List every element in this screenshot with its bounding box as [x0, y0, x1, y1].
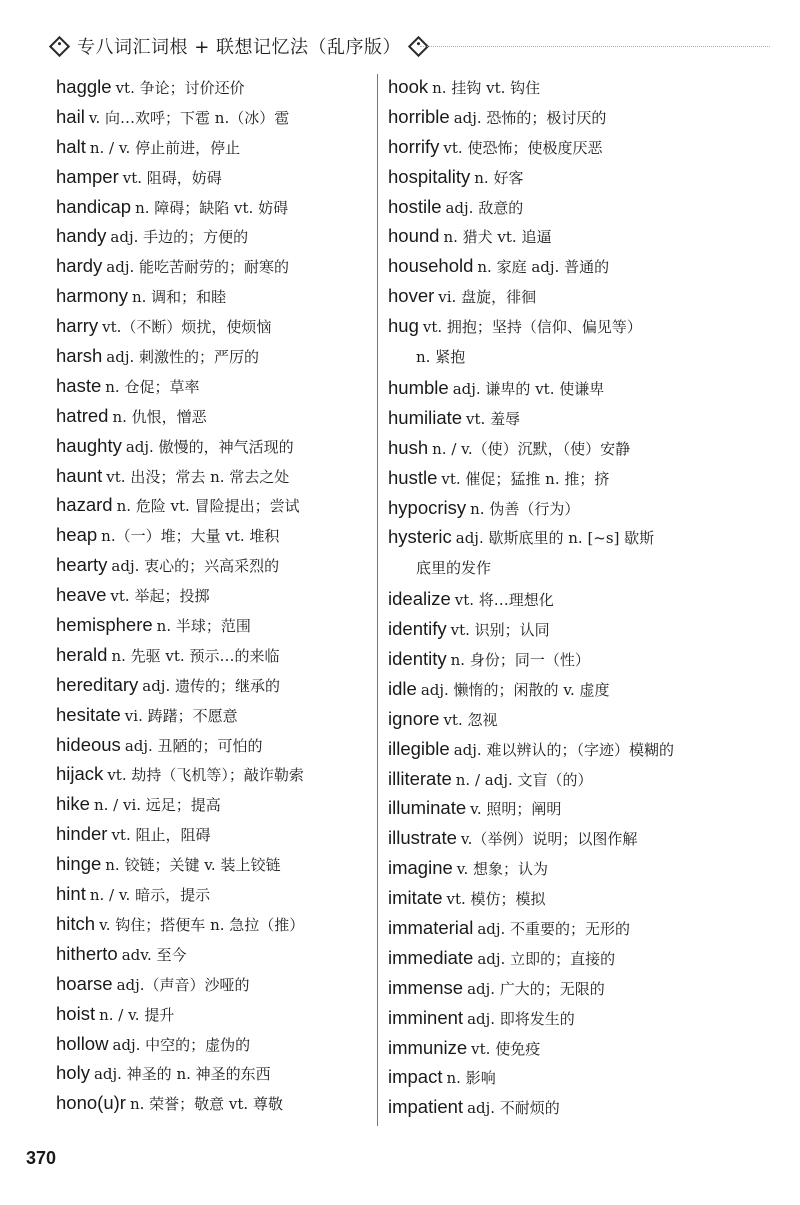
- entry-word: humble: [388, 376, 449, 398]
- vocab-entry: [388, 823, 758, 853]
- entry-definition: adj. 刺激性的；严厉的: [106, 348, 260, 367]
- entry-word: hinge: [56, 853, 102, 875]
- entry-definition: n. 伪善（行为）: [470, 499, 580, 518]
- vocab-entry: [388, 734, 758, 764]
- page-header: [52, 30, 426, 62]
- vocab-entry: [388, 793, 758, 823]
- vocab-entry: [56, 520, 366, 550]
- vocab-entry: [56, 490, 366, 520]
- entry-definition: adj. 傲慢的，神气活现的: [125, 437, 294, 456]
- vocab-entry: [56, 789, 366, 819]
- vocab-entry: [56, 670, 366, 700]
- vocab-entry: [388, 644, 758, 674]
- entry-definition: n. 猎犬 vt. 追逼: [443, 228, 552, 247]
- vocab-entry: [388, 72, 758, 102]
- entry-word: horrible: [388, 105, 450, 127]
- entry-definition: adj.（声音）沙哑的: [116, 975, 250, 994]
- entry-word: horrify: [388, 135, 440, 157]
- vocab-entry: [56, 102, 366, 132]
- entry-word: hatred: [56, 404, 109, 426]
- vocab-entry: [388, 433, 758, 463]
- left-column: [56, 72, 366, 1118]
- vocab-entry: [388, 373, 758, 403]
- entry-definition: vt. 忽视: [443, 710, 498, 729]
- vocab-entry: [388, 943, 758, 973]
- entry-definition: adj. 即将发生的: [467, 1009, 575, 1028]
- entry-word: handy: [56, 225, 107, 247]
- entry-definition: adj. 神圣的 n. 神圣的东西: [93, 1065, 271, 1084]
- entry-definition: adj. 难以辨认的；（字迹）模糊的: [453, 740, 674, 759]
- entry-word: haste: [56, 374, 102, 396]
- vocab-entry: [56, 132, 366, 162]
- vocab-entry: [56, 371, 366, 401]
- entry-word: imitate: [388, 887, 443, 909]
- entry-word: identity: [388, 647, 447, 669]
- entry-definition: n. 身份；同一（性）: [450, 650, 590, 669]
- column-divider: [377, 74, 378, 1126]
- entry-word: hint: [56, 883, 86, 905]
- entry-word: household: [388, 255, 474, 277]
- vocab-entry: [56, 730, 366, 760]
- vocab-entry: [56, 1088, 366, 1118]
- vocab-entry: [56, 640, 366, 670]
- entry-word: hush: [388, 436, 429, 458]
- entry-definition: v. 想象；认为: [456, 860, 549, 879]
- vocab-entry: [388, 764, 758, 794]
- entry-word: herald: [56, 643, 108, 665]
- header-rule: [420, 46, 770, 47]
- entry-definition: vt. 阻碍，妨碍: [122, 168, 222, 187]
- vocab-entry: [388, 614, 758, 644]
- vocab-entry: [388, 311, 758, 373]
- entry-word: hardy: [56, 255, 103, 277]
- vocab-entry: [56, 311, 366, 341]
- entry-word: idle: [388, 677, 417, 699]
- entry-word: harry: [56, 315, 99, 337]
- vocab-entry: [56, 162, 366, 192]
- vocab-entry: [388, 674, 758, 704]
- entry-word: hostile: [388, 195, 442, 217]
- entry-definition: vt. 争论；讨价还价: [115, 79, 245, 97]
- vocab-entry: [56, 550, 366, 580]
- entry-word: immaterial: [388, 917, 474, 938]
- entry-definition: vt. 模仿；模拟: [446, 890, 546, 909]
- entry-word: hono(u)r: [56, 1092, 126, 1114]
- vocab-entry: [56, 192, 366, 222]
- vocab-entry: [388, 1033, 758, 1063]
- entry-word: immunize: [388, 1036, 468, 1058]
- entry-definition: v. 向…欢呼；下雹 n.（冰）雹: [88, 108, 290, 127]
- vocab-entry: [56, 999, 366, 1029]
- entry-definition: vi. 踌躇；不愿意: [124, 706, 238, 725]
- entry-definition: adj. 不耐烦的: [467, 1099, 560, 1118]
- entry-definition-continued: 底里的发作: [416, 559, 492, 578]
- vocab-entry: [56, 700, 366, 730]
- entry-definition: n. / v.（使）沉默，（使）安静: [432, 439, 631, 458]
- entry-definition: adj. 遗传的；继承的: [142, 676, 280, 695]
- entry-word: hazard: [56, 494, 113, 516]
- vocab-entry: [56, 1058, 366, 1088]
- vocab-entry: [388, 853, 758, 883]
- entry-definition: vt. 使恐怖；使极度厌恶: [443, 138, 603, 157]
- entry-word: ignore: [388, 707, 440, 729]
- entry-word: heave: [56, 584, 107, 606]
- entry-word: hideous: [56, 733, 121, 755]
- entry-definition: adj. 敌意的: [445, 198, 524, 217]
- entry-word: hail: [56, 105, 85, 127]
- entry-definition: n. 家庭 adj. 普通的: [477, 258, 610, 277]
- entry-word: hoist: [56, 1002, 96, 1024]
- entry-definition: n. / vi. 远足；提高: [93, 796, 221, 815]
- vocab-entry: [388, 162, 758, 192]
- vocab-entry: [56, 1029, 366, 1059]
- entry-definition: n. 障碍；缺陷 vt. 妨碍: [135, 198, 289, 217]
- entry-definition: vt. 拥抱；坚持（信仰、偏见等）: [422, 318, 642, 337]
- entry-word: imagine: [388, 857, 453, 879]
- vocab-entry: [388, 584, 758, 614]
- vocab-entry: [388, 403, 758, 433]
- vocab-entry: [388, 132, 758, 162]
- entry-definition: vt. 将…理想化: [454, 591, 554, 610]
- vocab-entry: [56, 461, 366, 491]
- entry-definition: n. 仇恨，憎恶: [112, 407, 207, 426]
- vocab-entry: [388, 883, 758, 913]
- entry-word: hesitate: [56, 703, 121, 725]
- entry-word: hustle: [388, 466, 438, 488]
- vocab-entry: [388, 1062, 758, 1092]
- entry-definition: n. 影响: [446, 1069, 496, 1088]
- vocab-entry: [56, 849, 366, 879]
- entry-word: hug: [388, 315, 419, 337]
- entry-definition: n. / v. 暗示，提示: [89, 886, 211, 905]
- entry-definition: vt. 使免疫: [471, 1039, 541, 1058]
- entry-word: hitch: [56, 912, 96, 934]
- entry-word: holy: [56, 1062, 90, 1084]
- entry-word: hook: [388, 76, 429, 97]
- entry-definition: vi. 盘旋，徘徊: [438, 288, 537, 307]
- entry-definition: n. 好客: [474, 168, 524, 187]
- entry-definition: adj. 丑陋的；可怕的: [124, 736, 263, 755]
- entry-definition: vt. 劫持（飞机等）；敲诈勒索: [107, 766, 304, 785]
- entry-word: imminent: [388, 1006, 464, 1028]
- entry-definition: n. 危险 vt. 冒险提出；尝试: [116, 497, 300, 516]
- entry-definition: vt. 出没；常去 n. 常去之处: [106, 467, 290, 486]
- vocab-entry: [56, 969, 366, 999]
- entry-definition: adj. 恐怖的；极讨厌的: [453, 108, 607, 127]
- entry-word: hover: [388, 285, 435, 307]
- entry-definition: adj. 广大的；无限的: [467, 979, 605, 998]
- entry-word: harmony: [56, 285, 128, 307]
- vocab-entry: [388, 251, 758, 281]
- vocab-entry: [388, 493, 758, 523]
- entry-word: idealize: [388, 588, 451, 610]
- vocab-entry: [388, 192, 758, 222]
- entry-definition: adj. 手边的；方便的: [110, 228, 249, 247]
- entry-word: hike: [56, 793, 90, 815]
- vocab-entry: [388, 704, 758, 734]
- entry-definition: n. 铰链；关键 v. 装上铰链: [105, 856, 281, 875]
- vocab-entry: [388, 102, 758, 132]
- entry-definition: adj. 中空的；虚伪的: [112, 1035, 251, 1054]
- entry-word: hijack: [56, 763, 104, 785]
- vocab-entry: [56, 401, 366, 431]
- entry-definition: vt. 阻止，阻碍: [111, 826, 211, 845]
- entry-definition: n. / v. 停止前进，停止: [89, 138, 241, 157]
- vocab-entry: [56, 939, 366, 969]
- entry-definition: vt. 催促；猛推 n. 推；挤: [441, 469, 610, 488]
- entry-definition: vt. 识别；认同: [450, 621, 550, 640]
- right-column: [388, 72, 758, 1122]
- entry-definition: n. 挂钩 vt. 钩住: [432, 79, 541, 97]
- entry-word: hoarse: [56, 972, 113, 994]
- entry-definition: adv. 至今: [121, 945, 187, 964]
- entry-definition: adj. 衷心的；兴高采烈的: [111, 557, 280, 576]
- vocab-entry: [56, 431, 366, 461]
- diamond-ornament-icon: [49, 35, 70, 56]
- vocab-entry: [56, 819, 366, 849]
- entry-word: hysteric: [388, 526, 452, 548]
- entry-word: immense: [388, 976, 464, 998]
- entry-word: illiterate: [388, 767, 452, 789]
- vocab-entry: [56, 251, 366, 281]
- entry-definition: adj. 谦卑的 vt. 使谦卑: [452, 379, 605, 398]
- entry-definition: v. 钩住；搭便车 n. 急拉（推）: [99, 915, 305, 934]
- header-title: 专八词汇词根 + 联想记忆法（乱序版）: [77, 37, 402, 58]
- vocab-entry: [388, 281, 758, 311]
- entry-word: hinder: [56, 823, 108, 845]
- entry-word: halt: [56, 135, 86, 157]
- vocab-entry: [388, 973, 758, 1003]
- entry-word: hound: [388, 225, 440, 247]
- vocab-entry: [56, 72, 366, 102]
- entry-word: illegible: [388, 737, 450, 759]
- vocab-entry: [56, 281, 366, 311]
- entry-definition: adj. 能吃苦耐劳的；耐寒的: [106, 258, 290, 277]
- entry-definition: v. 照明；阐明: [470, 800, 562, 819]
- entry-definition: v.（举例）说明；以图作解: [460, 830, 638, 849]
- vocab-entry: [388, 1092, 758, 1122]
- vocab-entry: [56, 221, 366, 251]
- entry-definition: n. 先驱 vt. 预示…的来临: [111, 646, 280, 665]
- entry-word: illustrate: [388, 827, 457, 849]
- entry-word: hemisphere: [56, 614, 153, 636]
- page-number: 370: [26, 1148, 57, 1168]
- entry-definition: n. 调和；和睦: [131, 288, 227, 307]
- entry-word: illuminate: [388, 797, 467, 819]
- vocab-entry: [388, 522, 758, 584]
- vocab-entry: [56, 909, 366, 939]
- vocab-entry: [388, 221, 758, 251]
- entry-word: haunt: [56, 464, 103, 486]
- entry-word: hypocrisy: [388, 496, 467, 518]
- entry-word: haughty: [56, 434, 122, 456]
- entry-definition: n. 仓促；草率: [105, 377, 200, 396]
- entry-word: immediate: [388, 946, 474, 968]
- entry-definition: adj. 歇斯底里的 n. [~s] 歇斯: [455, 529, 655, 548]
- entry-definition: n. 荣誉；敬意 vt. 尊敬: [129, 1095, 283, 1114]
- entry-word: humiliate: [388, 406, 463, 428]
- vocab-entry: [56, 580, 366, 610]
- entry-definition: adj. 立即的；直接的: [477, 949, 616, 968]
- entry-definition: n.（一）堆；大量 vt. 堆积: [101, 527, 280, 546]
- entry-definition: n. 半球；范围: [156, 617, 251, 636]
- entry-word: impact: [388, 1066, 443, 1088]
- entry-definition: n. / adj. 文盲（的）: [455, 770, 593, 789]
- entry-word: hearty: [56, 554, 108, 576]
- entry-word: handicap: [56, 195, 132, 217]
- entry-definition: vt.（不断）烦扰，使烦恼: [102, 318, 272, 337]
- entry-word: hitherto: [56, 942, 118, 964]
- vocab-entry: [388, 913, 758, 943]
- vocab-entry: [56, 341, 366, 371]
- entry-definition: n. / v. 提升: [99, 1005, 175, 1024]
- vocab-entry: [56, 759, 366, 789]
- entry-word: identify: [388, 618, 447, 640]
- entry-definition: vt. 羞辱: [466, 409, 521, 428]
- entry-definition-continued: n. 紧抱: [416, 348, 466, 367]
- entry-definition: vt. 举起；投掷: [110, 587, 210, 606]
- entry-word: hollow: [56, 1032, 109, 1054]
- entry-word: heap: [56, 524, 98, 546]
- entry-definition: adj. 不重要的；无形的: [477, 920, 631, 938]
- entry-word: harsh: [56, 345, 103, 367]
- entry-word: haggle: [56, 76, 112, 97]
- vocab-entry: [56, 610, 366, 640]
- entry-word: impatient: [388, 1096, 464, 1118]
- entry-word: hospitality: [388, 165, 471, 187]
- entry-definition: adj. 懒惰的；闲散的 v. 虚度: [420, 680, 610, 699]
- entry-word: hereditary: [56, 673, 139, 695]
- vocab-entry: [388, 1003, 758, 1033]
- vocab-entry: [56, 879, 366, 909]
- vocab-entry: [388, 463, 758, 493]
- entry-word: hamper: [56, 165, 119, 187]
